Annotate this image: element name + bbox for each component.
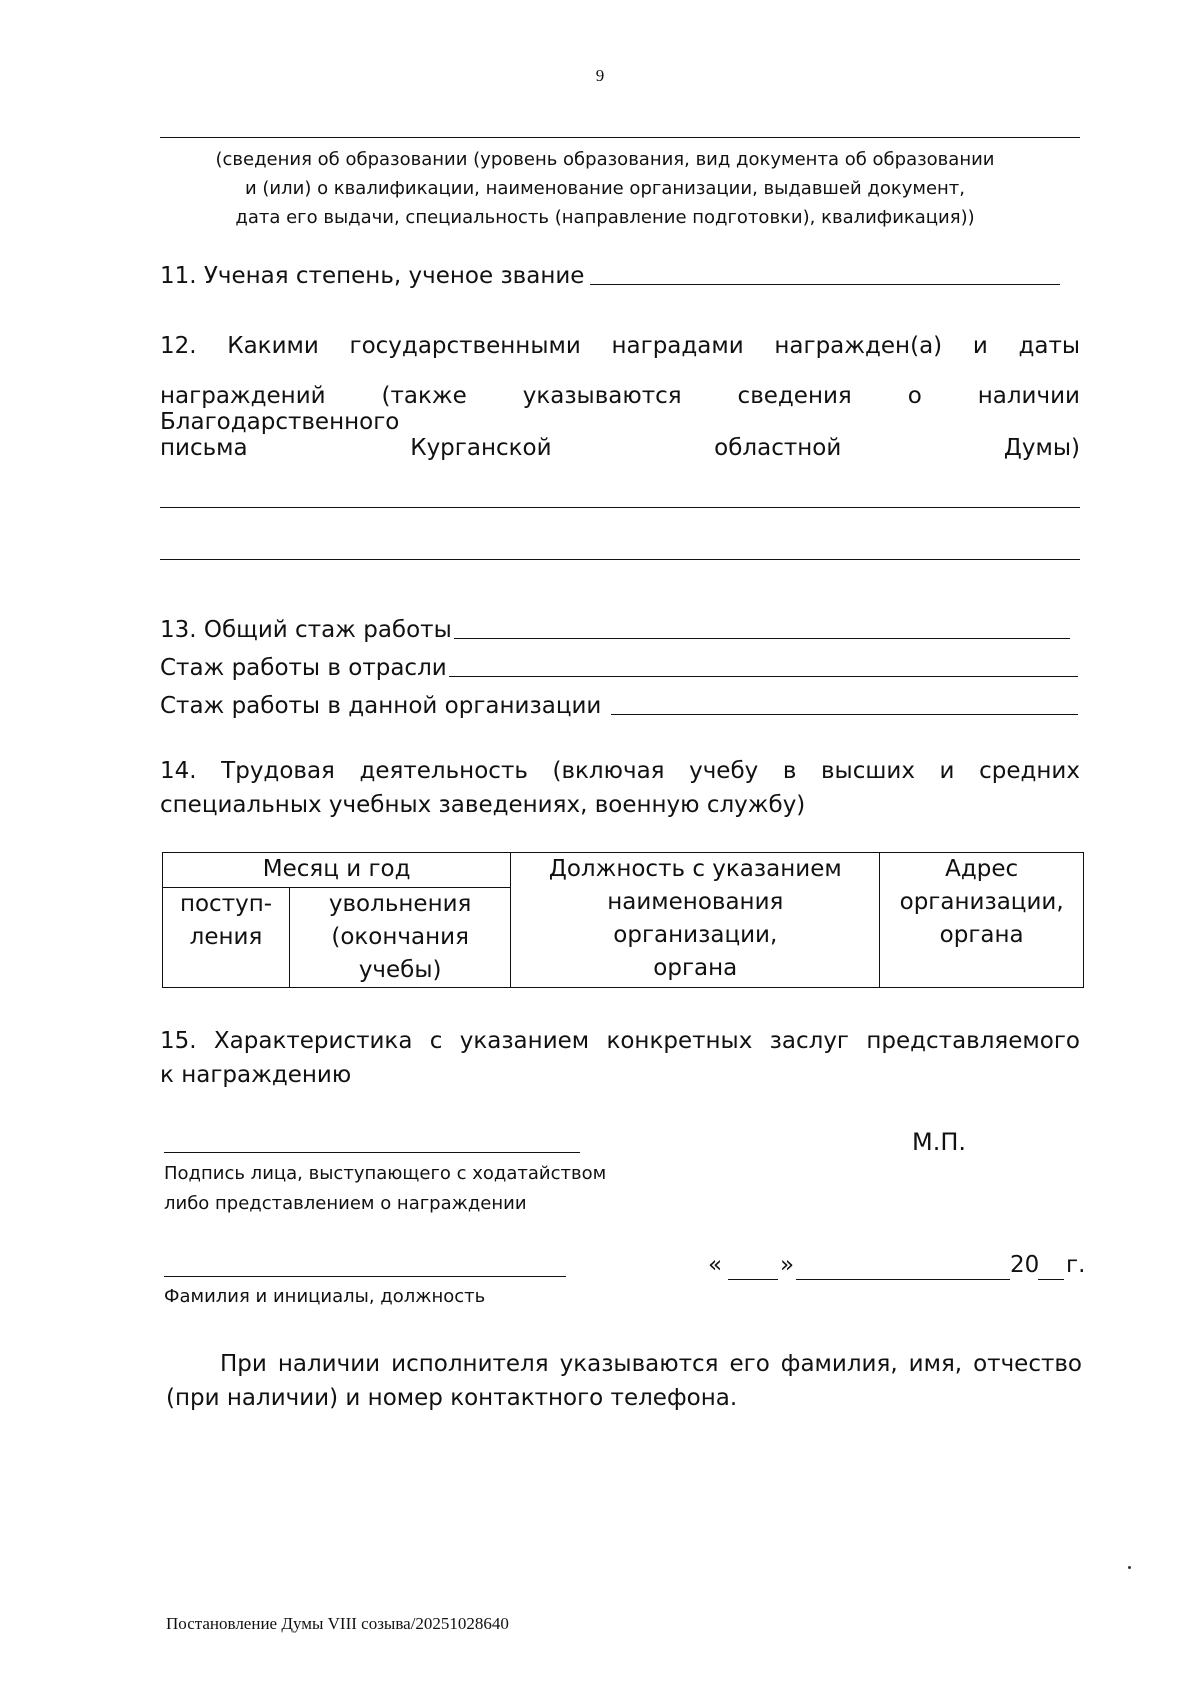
total-experience-row: [160, 617, 1070, 643]
signature-caption-line-2: либо представлением о награждении: [164, 1193, 527, 1214]
item-11: [160, 263, 1060, 289]
stamp-label: М.П.: [912, 1128, 967, 1156]
date-year-prefix: 20: [1010, 1252, 1040, 1278]
degree-input-line[interactable]: [590, 283, 1060, 285]
item-14-line-1: 14. Трудовая деятельность (включая учебу в высших и средних: [160, 758, 1080, 784]
awards-input-line-2[interactable]: [160, 559, 1080, 560]
work-history-table: [162, 852, 1084, 988]
item-12-line-1: 12. Какими государственными наградами награжден(а) и даты: [160, 333, 1080, 359]
note-line-2: (при наличии) и номер контактного телефона.: [166, 1385, 738, 1411]
total-experience-input-line[interactable]: [454, 637, 1070, 639]
note-line-1: При наличии исполнителя указываются его фамилия, имя, отчество: [220, 1351, 1082, 1377]
date-year-input-line[interactable]: [1038, 1279, 1064, 1280]
education-hint-line: дата его выдачи, специальность (направление подготовки), квалификация)): [235, 207, 975, 228]
education-hint: [160, 145, 1050, 232]
date-open-quote: «: [708, 1252, 723, 1278]
table-header-row: [163, 853, 1084, 888]
position-header: Должность с указанием наименования организации, органа: [511, 853, 880, 988]
education-hint-line: (сведения об образовании (уровень образования, вид документа об образовании: [215, 149, 995, 170]
item-11-label: 11. Ученая степень, ученое звание: [160, 263, 585, 289]
industry-experience-label: Стаж работы в отрасли: [160, 655, 447, 681]
organization-experience-label: Стаж работы в данной организации: [160, 693, 602, 719]
organization-experience-input-line[interactable]: [611, 713, 1078, 715]
industry-experience-input-line[interactable]: [449, 675, 1078, 677]
item-12-line-3: письма Курганской областной Думы): [160, 435, 1080, 461]
signature-input-line[interactable]: [164, 1152, 580, 1153]
item-14-line-2: специальных учебных заведениях, военную службу): [160, 792, 806, 818]
item-12-line-2: награждений (также указываются сведения о наличии Благодарственного: [160, 383, 1080, 435]
date-close-quote: »: [780, 1252, 795, 1278]
date-month-input-line[interactable]: [796, 1279, 1010, 1280]
item-15-line-1: 15. Характеристика с указанием конкретных заслуг представляемого: [160, 1028, 1080, 1054]
awards-input-line-1[interactable]: [160, 507, 1080, 508]
month-year-header: Месяц и год: [163, 853, 511, 888]
item-15-line-2: к награждению: [160, 1062, 352, 1088]
date-year-suffix: г.: [1066, 1252, 1086, 1278]
start-date-header: поступ- ления: [163, 888, 290, 988]
date-day-input-line[interactable]: [728, 1279, 778, 1280]
end-date-header: увольнения (окончания учебы): [290, 888, 511, 988]
organization-experience-row: [160, 693, 1078, 719]
scan-speck: [1128, 1566, 1131, 1569]
education-input-line[interactable]: [160, 137, 1080, 138]
footer-reference: Постановление Думы VIII созыва/20251028640: [166, 1614, 509, 1633]
education-hint-line: и (или) о квалификации, наименование организации, выдавшей документ,: [244, 178, 966, 199]
address-header: Адрес организации, органа: [880, 853, 1084, 988]
industry-experience-row: [160, 655, 1078, 681]
signature-caption-line-1: Подпись лица, выступающего с ходатайством: [164, 1163, 607, 1184]
total-experience-label: 13. Общий стаж работы: [160, 617, 452, 643]
name-input-line[interactable]: [164, 1276, 566, 1277]
name-caption: Фамилия и инициалы, должность: [164, 1286, 486, 1307]
page-number: 9: [595, 66, 605, 85]
